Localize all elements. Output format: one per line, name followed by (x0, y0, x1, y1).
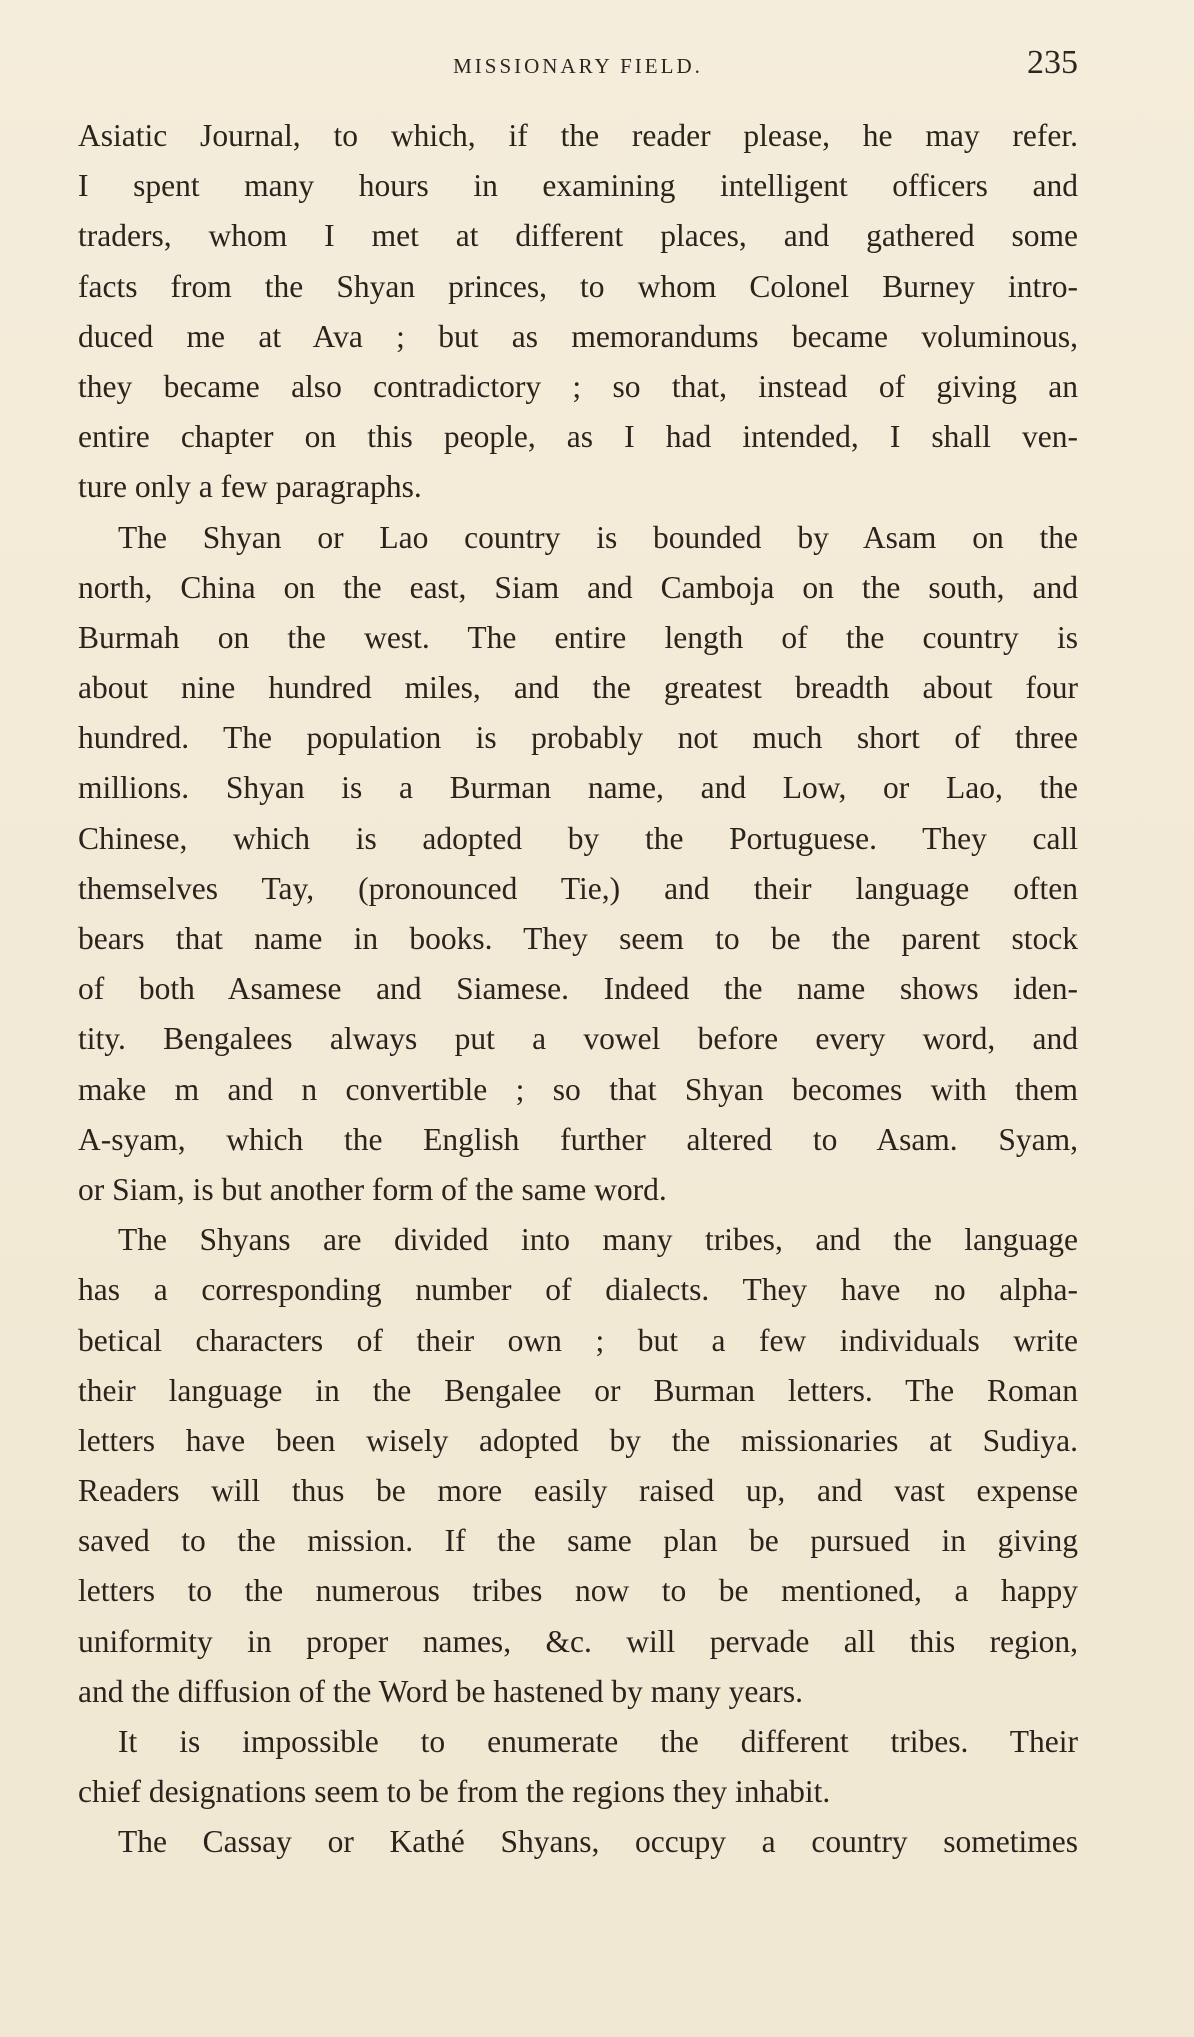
text-line: Readers will thus be more easily raised up, and vast expense (78, 1473, 1078, 1509)
text-line: entire chapter on this people, as I had intended, I shall ven- (78, 419, 1078, 455)
text-line: millions. Shyan is a Burman name, and Low, or Lao, the (78, 770, 1078, 806)
text-line: traders, whom I met at different places, and gathered some (78, 218, 1078, 254)
text-line: duced me at Ava ; but as memorandums became voluminous, (78, 318, 1078, 354)
text-line: letters have been wisely adopted by the missionaries at Sudiya. (78, 1422, 1078, 1458)
page-number: 235 (1027, 44, 1078, 81)
text-line: they became also contradictory ; so that, instead of giving an (78, 368, 1078, 404)
text-line: Chinese, which is adopted by the Portuguese. They call (78, 820, 1078, 856)
text-line: about nine hundred miles, and the greatest breadth about four (78, 670, 1078, 706)
text-line: The Shyan or Lao country is bounded by Asam on the (118, 519, 1078, 555)
text-line: has a corresponding number of dialects. They have no alpha- (78, 1272, 1078, 1308)
text-line: A-syam, which the English further altered to Asam. Syam, (78, 1121, 1078, 1157)
text-line: and the diffusion of the Word be hastened by many years. (78, 1673, 803, 1709)
text-line: their language in the Bengalee or Burman letters. The Roman (78, 1372, 1078, 1408)
text-line: make m and n convertible ; so that Shyan becomes with them (78, 1071, 1078, 1107)
text-line: saved to the mission. If the same plan be pursued in giving (78, 1523, 1078, 1559)
running-title: MISSIONARY FIELD. (453, 54, 703, 78)
text-line: Burmah on the west. The entire length of the country is (78, 619, 1078, 655)
text-line: chief designations seem to be from the regions they inhabit. (78, 1774, 831, 1810)
text-line: Asiatic Journal, to which, if the reader please, he may refer. (78, 118, 1078, 153)
text-line: bears that name in books. They seem to be the parent stock (78, 921, 1078, 956)
text-line: facts from the Shyan princes, to whom Colonel Burney intro- (78, 268, 1078, 304)
text-line: betical characters of their own ; but a few individuals write (78, 1322, 1078, 1358)
text-line: The Cassay or Kathé Shyans, occupy a country sometimes (118, 1824, 1078, 1860)
text-line: It is impossible to enumerate the different tribes. Their (118, 1724, 1078, 1759)
text-line: The Shyans are divided into many tribes, and the language (118, 1222, 1078, 1258)
text-line: I spent many hours in examining intelligent officers and (78, 168, 1078, 204)
text-line: ture only a few paragraphs. (78, 469, 422, 505)
text-line: north, China on the east, Siam and Camboja on the south, and (78, 569, 1078, 605)
text-line: or Siam, is but another form of the same word. (78, 1171, 667, 1207)
text-line: themselves Tay, (pronounced Tie,) and their language often (78, 870, 1078, 906)
text-line: letters to the numerous tribes now to be mentioned, a happy (78, 1573, 1078, 1609)
text-line: tity. Bengalees always put a vowel before every word, and (78, 1021, 1078, 1057)
text-line: of both Asamese and Siamese. Indeed the name shows iden- (78, 971, 1078, 1007)
text-line: hundred. The population is probably not much short of three (78, 720, 1078, 756)
text-line: uniformity in proper names, &c. will pervade all this region, (78, 1623, 1078, 1659)
body-text (78, 111, 1078, 1868)
running-head (78, 44, 1078, 84)
